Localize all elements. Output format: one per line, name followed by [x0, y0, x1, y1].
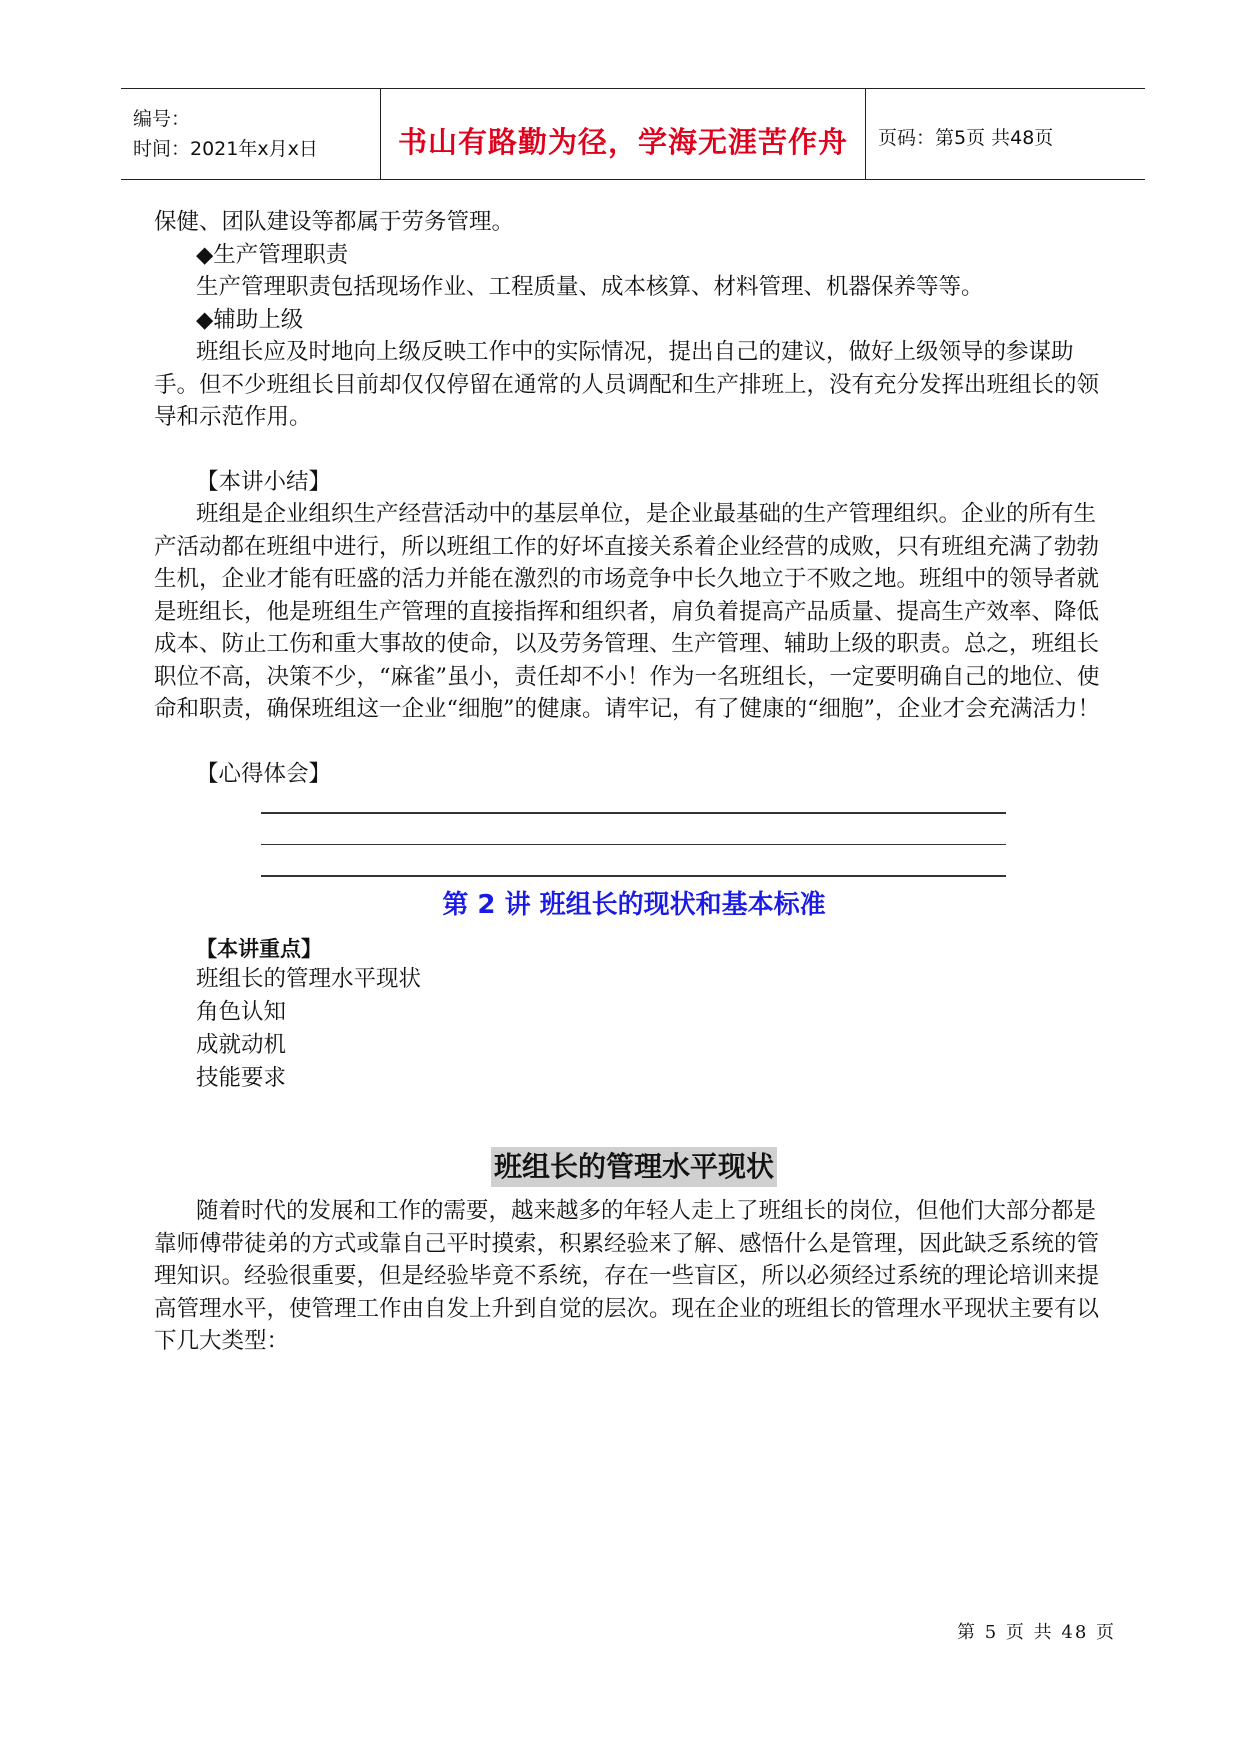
paragraph-labor: 保健、团队建设等都属于劳务管理。	[154, 209, 515, 235]
paragraph-assist-superior: 班组长应及时地向上级反映工作中的实际情况，提出自己的建议，做好上级领导的参谋助手。但不少班组长目前却仅仅停留在通常的人员调配和生产排班上，没有充分发挥出班组长的领导和示范作用。	[154, 339, 1100, 430]
document-time-label: 时间：2021年x月x日	[133, 138, 318, 160]
heading-assist-superior: ◆辅助上级	[196, 306, 304, 333]
document-header	[121, 88, 1145, 180]
key-points-list	[154, 963, 1114, 1095]
heading-production-duty: ◆生产管理职责	[196, 241, 349, 268]
section-title-wrap	[154, 1147, 1114, 1187]
section-paragraph: 随着时代的发展和工作的需要，越来越多的年轻人走上了班组长的岗位，但他们大部分都是靠师傅带徒弟的方式或靠自己平时摸索，积累经验来了解、感悟什么是管理，因此缺乏系统的管理知识。经验很重要，但是经验毕竟不系统，存在一些盲区，所以必须经过系统的理论培训来提高管理水平，使管理工作由自发上升到自觉的层次。现在企业的班组长的管理水平现状主要有以下几大类型：	[154, 1198, 1100, 1354]
reflection-line	[261, 844, 1006, 846]
header-page-label: 页码：第5页 共48页	[878, 126, 1054, 149]
page-footer: 第 5 页 共 48 页	[957, 1622, 1116, 1643]
summary-heading: 【本讲小结】	[196, 468, 332, 495]
header-page-cell	[866, 89, 1145, 179]
summary-paragraph: 班组是企业组织生产经营活动中的基层单位，是企业最基础的生产管理组织。企业的所有生产活动都在班组中进行，所以班组工作的好坏直接关系着企业经营的成败，只有班组充满了勃勃生机，企业才能有旺盛的活力并能在激烈的市场竞争中长久地立于不败之地。班组中的领导者就是班组长，他是班组生产管理的直接指挥和组织者，肩负着提高产品质量、提高生产效率、降低成本、防止工伤和重大事故的使命，以及劳务管理、生产管理、辅助上级的职责。总之，班组长职位不高，决策不少，“麻雀”虽小，责任却不小！作为一名班组长，一定要明确自己的地位、使命和职责，确保班组这一企业“细胞”的健康。请牢记，有了健康的“细胞”，企业才会充满活力！	[154, 501, 1101, 722]
header-motto-cell	[381, 89, 866, 179]
lecture-title: 第 2 讲 班组长的现状和基本标准	[442, 889, 826, 920]
reflection-lines	[154, 812, 1114, 877]
header-motto: 书山有路勤为径，学海无涯苦作舟	[397, 124, 848, 159]
paragraph-production-duty: 生产管理职责包括现场作业、工程质量、成本核算、材料管理、机器保养等等。	[196, 274, 984, 300]
document-number-label: 编号：	[133, 108, 191, 130]
document-body	[154, 206, 1114, 1358]
list-item: 班组长的管理水平现状	[196, 966, 422, 992]
key-points-heading: 【本讲重点】	[196, 937, 322, 961]
section-title: 班组长的管理水平现状	[491, 1147, 777, 1187]
list-item: 成就动机	[196, 1032, 287, 1058]
list-item: 技能要求	[196, 1065, 287, 1091]
list-item: 角色认知	[196, 999, 287, 1025]
header-info-cell	[121, 89, 381, 179]
reflection-line	[261, 875, 1006, 877]
reflection-line	[261, 812, 1006, 814]
reflection-heading: 【心得体会】	[196, 760, 332, 787]
